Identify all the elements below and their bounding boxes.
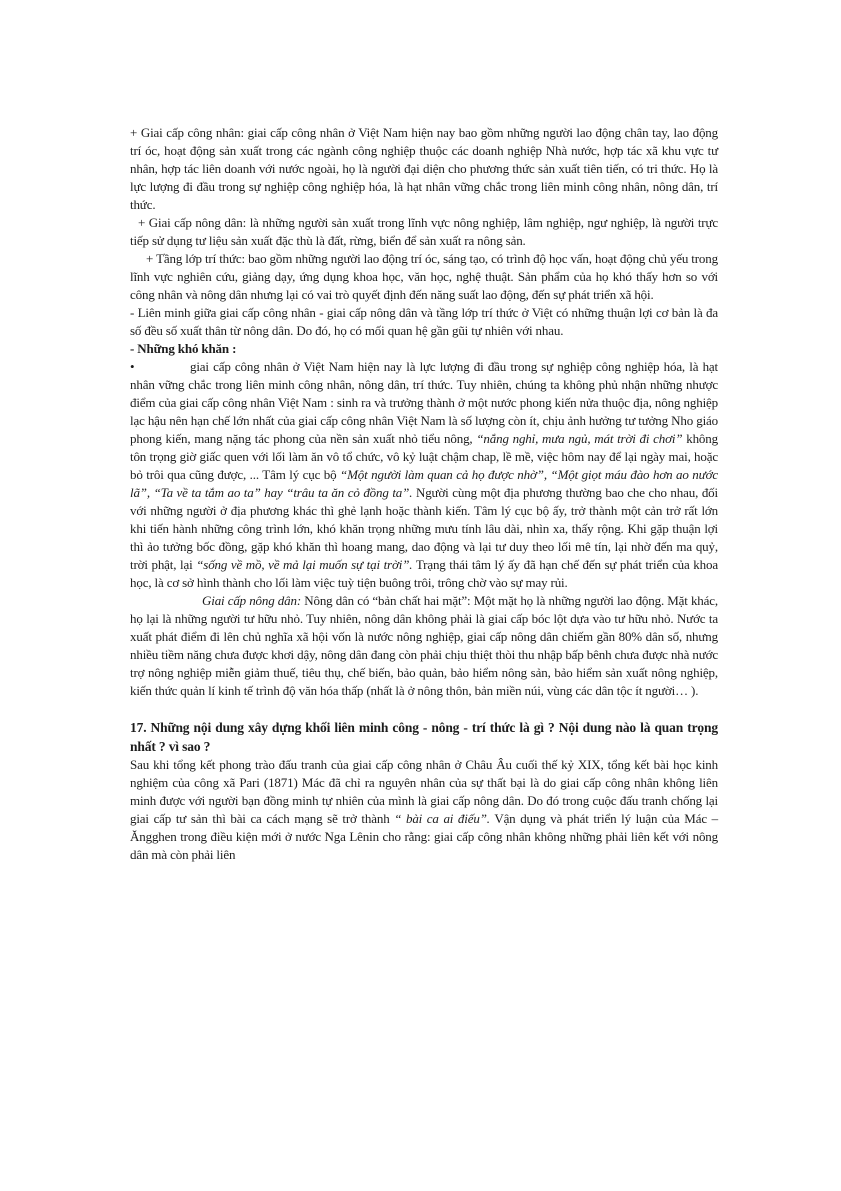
paragraph-intellectuals: + Tầng lớp trí thức: bao gồm những người lao động trí óc, sáng tạo, có trình độ học vấn, hoạt động chủ yếu trong lĩnh vực nghiên cứu, giảng dạy, ứng dụng khoa học, văn học, nghệ thuật. Sản phẩm của họ khó thấy hơn so với công nhân và nông dân nhưng lại có vai trò quyết định đến năng suất lao động, đến sự phát triển xã hội. [130, 251, 718, 302]
text-span: Người cùng một địa phương thường bao che cho nhau, đối với những người ở địa phương khác thì ghẻ lạnh hoặc thành kiến. Tâm lý cục bộ ấy, trở thành một cản trở rất lớn khi tiến hành những công trình lớn, khó khăn trọng những mưu tính lâu dài, nhìn xa, thấy rộng. Khi gặp thuận lợi thì ảo tưởng bốc đồng, gặp khó khăn thì hoang mang, dao động và lại tư duy theo lối mê tín, lại nhờ đến ma quỷ, trời phật, lại [130, 485, 718, 572]
text-span: Nông dân có “bản chất hai mặt”: Một mặt họ là những người lao động. Mặt khác, họ lại là những người tư hữu nhỏ. Tuy nhiên, nông dân không phải là giai cấp bóc lột dựa vào tư hữu nhỏ. Nước ta xuất phát điểm đi lên chủ nghĩa xã hội vốn là nước nông nghiệp, giai cấp nông dân chiếm gần 80% dân số, nhưng nhiều tiềm năng chưa được khơi dậy, nông dân đang còn phải chịu thiệt thòi thu nhập bấp bênh chưa được nhà nước trợ nông nghiệp miễn giảm thuế, tiêu thụ, chế biến, bảo quản, bảo hiểm nông sản, bảo hiểm sản xuất nông nghiệp, kiến thức quản lí kinh tế trình độ văn hóa thấp (nhất là ở nông thôn, bản miền núi, vùng các dân tộc ít người… ). [130, 593, 718, 698]
bullet-icon: • [130, 359, 135, 374]
text-span: không tôn trọng giờ giấc quen với lối làm ăn vô tổ chức, vô kỷ luật chậm chap, lề mề, việc hôm nay để lại ngày mai, hoặc bỏ trôi qua cũng được, ... Tâm lý cục bộ [130, 431, 718, 482]
section-heading-difficulties: - Những khó khăn : [130, 341, 237, 356]
italic-quote: “ bài ca ai điếu”. [394, 811, 490, 826]
document-body [130, 124, 718, 864]
text-span: Trạng thái tâm lý ấy đã hạn chế đến sự phát triển của khoa học, là cơ sở hình thành cho lối làm việc tuỳ tiện buông trôi, trông chờ vào sự may rủi. [130, 557, 718, 590]
italic-quote: “nắng nghỉ, mưa ngủ, mát trời đi chơi” [476, 431, 683, 446]
paragraph-working-class: + Giai cấp công nhân: giai cấp công nhân ở Việt Nam hiện nay bao gồm những người lao động chân tay, lao động trí óc, hoạt động sản xuất trong các ngành công nghiệp thuộc các doanh nghiệp Nhà nước, hợp tác xã khu vực tư nhân, hợp tác liên doanh với nước ngoài, họ là người đại diện cho phương thức sản xuất tiên tiến, có tri thức. Họ là lực lượng đi đầu trong sự nghiệp công nghiệp hóa, là hạt nhân vững chắc trong liên minh công nhân, nông dân, trí thức. [130, 125, 718, 212]
paragraph-peasant-class: + Giai cấp nông dân: là những người sản xuất trong lĩnh vực nông nghiệp, lâm nghiệp, ngư nghiệp, là người trực tiếp sử dụng tư liệu sản xuất đặc thù là đất, rừng, biển để sản xuất ra nông sản. [130, 215, 718, 248]
italic-lead: Giai cấp nông dân: [202, 593, 302, 608]
spacer [130, 700, 718, 718]
question-heading: 17. Những nội dung xây dựng khối liên minh công - nông - trí thức là gì ? Nội dung nào là quan trọng nhất ? vì sao ? [130, 720, 718, 754]
paragraph-marx-lenin [130, 756, 718, 864]
paragraph-worker-weaknesses [130, 358, 718, 592]
text-span: Sau khi tổng kết phong trào đấu tranh của giai cấp công nhân ở Châu Âu cuối thế kỷ XIX, tổng kết bài học kinh nghiệm của công xã Pari (1871) Mác đã chỉ ra nguyên nhân của sự thất bại là do giai cấp công nhân không liên minh được với người bạn đồng minh tự nhiên của mình là giai cấp nông dân. Do đó trong cuộc đấu tranh chống lại giai cấp tư sản thì bài ca cách mạng sẽ trở thành [130, 757, 718, 826]
paragraph-alliance-advantages: - Liên minh giữa giai cấp công nhân - giai cấp nông dân và tầng lớp trí thức ở Việt có những thuận lợi cơ bản là đa số đều số xuất thân từ nông dân. Do đó, họ có mối quan hệ gần gũi tự nhiên với nhau. [130, 305, 718, 338]
text-span: Vận dụng và phát triển lý luận của Mác – Ăngghen trong điều kiện mới ở nước Nga Lênin cho rằng: giai cấp công nhân không những phải liên kết với nông dân mà còn phải liên [130, 811, 718, 862]
paragraph-peasant-weaknesses [130, 592, 718, 700]
text-span: giai cấp công nhân ở Việt Nam hiện nay là lực lượng đi đầu trong sự nghiệp công nghiệp hóa, là hạt nhân vững chắc trong liên minh công nhân, nông dân, trí thức. Tuy nhiên, chúng ta không phủ nhận những nhược điểm của giai cấp công nhân Việt Nam : sinh ra và trưởng thành ở một nước phong kiến nửa thuộc địa, nông nghiệp lạc hậu nên hạn chế lớn nhất của giai cấp công nhân Việt Nam là số lượng còn ít, chịu ảnh hưởng tư tưởng Nho giáo phong kiến, mang nặng tác phong của nền sản xuất nhỏ tiểu nông, [130, 359, 718, 446]
italic-quote: “Một người làm quan cả họ được nhờ”, “Một giọt máu đào hơn ao nước lã”, “Ta về ta tắm ao ta” hay “trâu ta ăn cỏ đồng ta”. [130, 467, 718, 500]
italic-quote: “sống về mồ, về mả lại muốn sự tại trời”. [196, 557, 413, 572]
